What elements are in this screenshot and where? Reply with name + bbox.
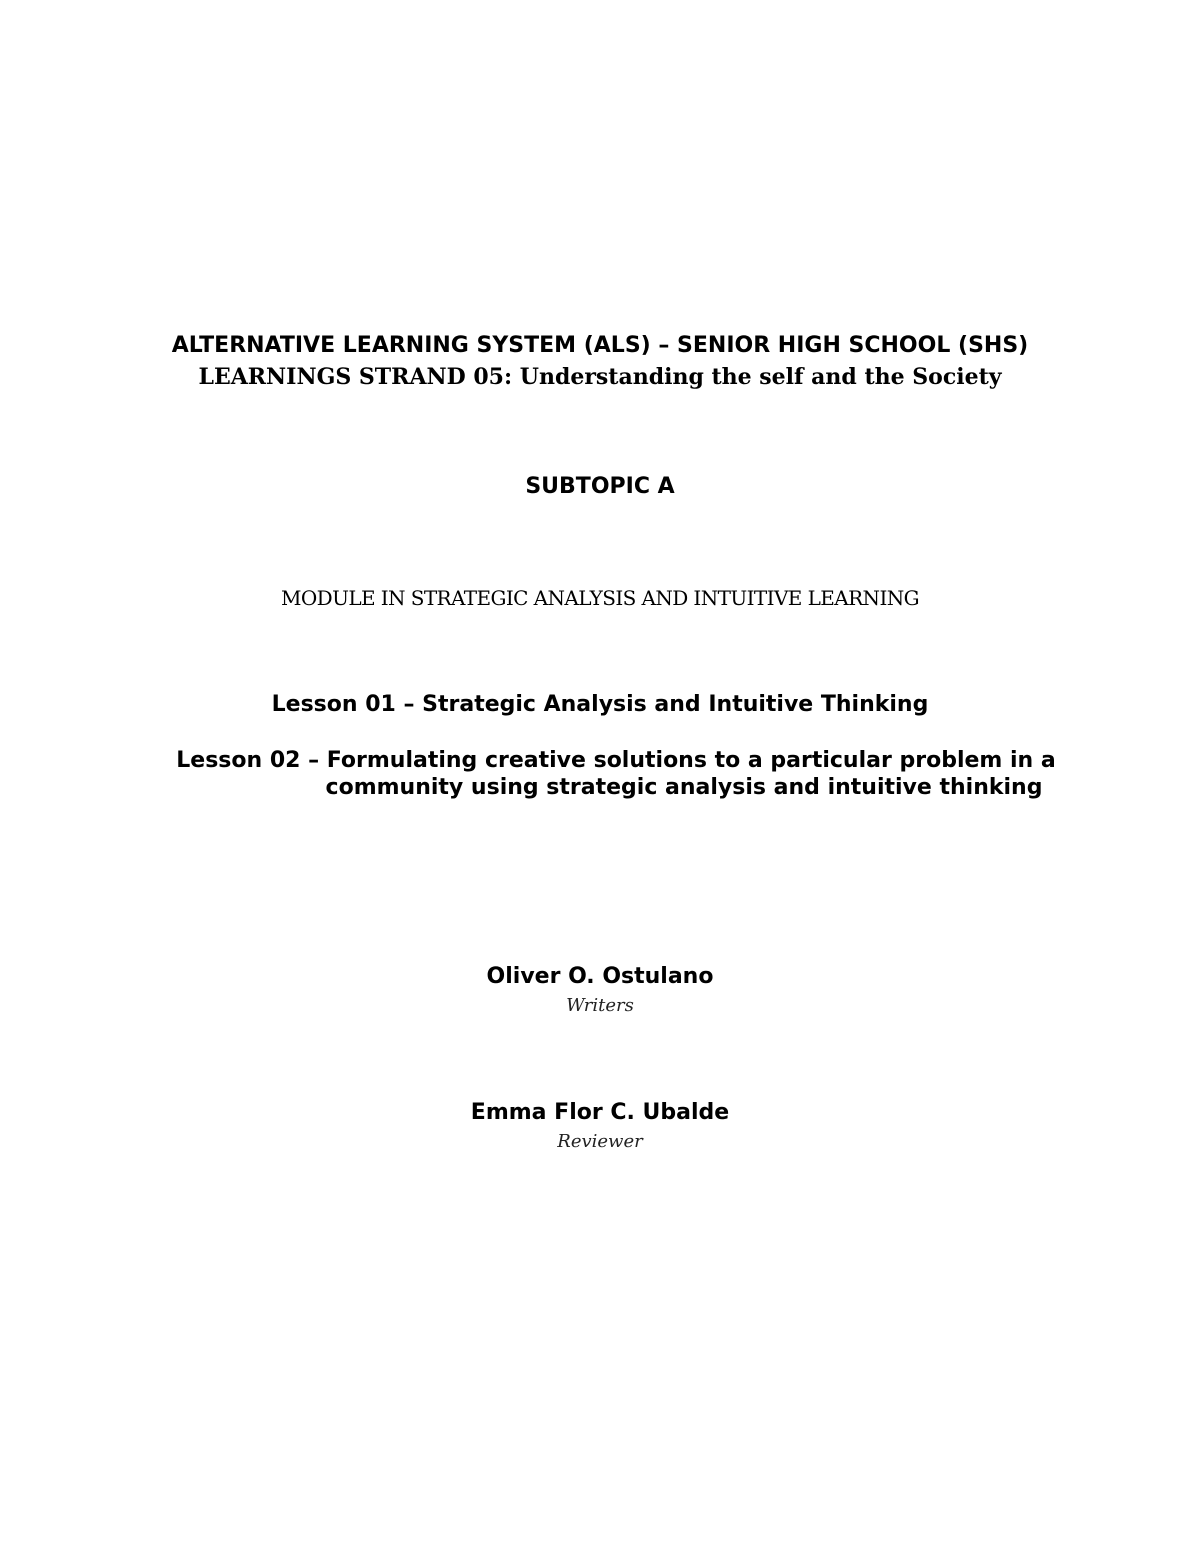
document-title: ALTERNATIVE LEARNING SYSTEM (ALS) – SENIOR HIGH SCHOOL (SHS) — [171, 333, 1029, 358]
writer-name: Oliver O. Ostulano — [486, 964, 714, 989]
writer-role: Writers — [566, 995, 634, 1016]
lesson-01-title: Lesson 01 – Strategic Analysis and Intuitive Thinking — [271, 692, 929, 717]
subtopic-heading: SUBTOPIC A — [525, 474, 675, 499]
lesson-02-title-line1: Lesson 02 – Formulating creative solutions to a particular problem in a — [176, 748, 1056, 773]
reviewer-name: Emma Flor C. Ubalde — [470, 1100, 730, 1125]
module-title: MODULE IN STRATEGIC ANALYSIS AND INTUITIVE LEARNING — [280, 586, 920, 610]
learning-strand-title: LEARNINGS STRAND 05: Understanding the self and the Society — [198, 364, 1002, 390]
reviewer-role: Reviewer — [557, 1131, 643, 1152]
lesson-02-title-line2: community using strategic analysis and intuitive thinking — [325, 775, 1043, 800]
